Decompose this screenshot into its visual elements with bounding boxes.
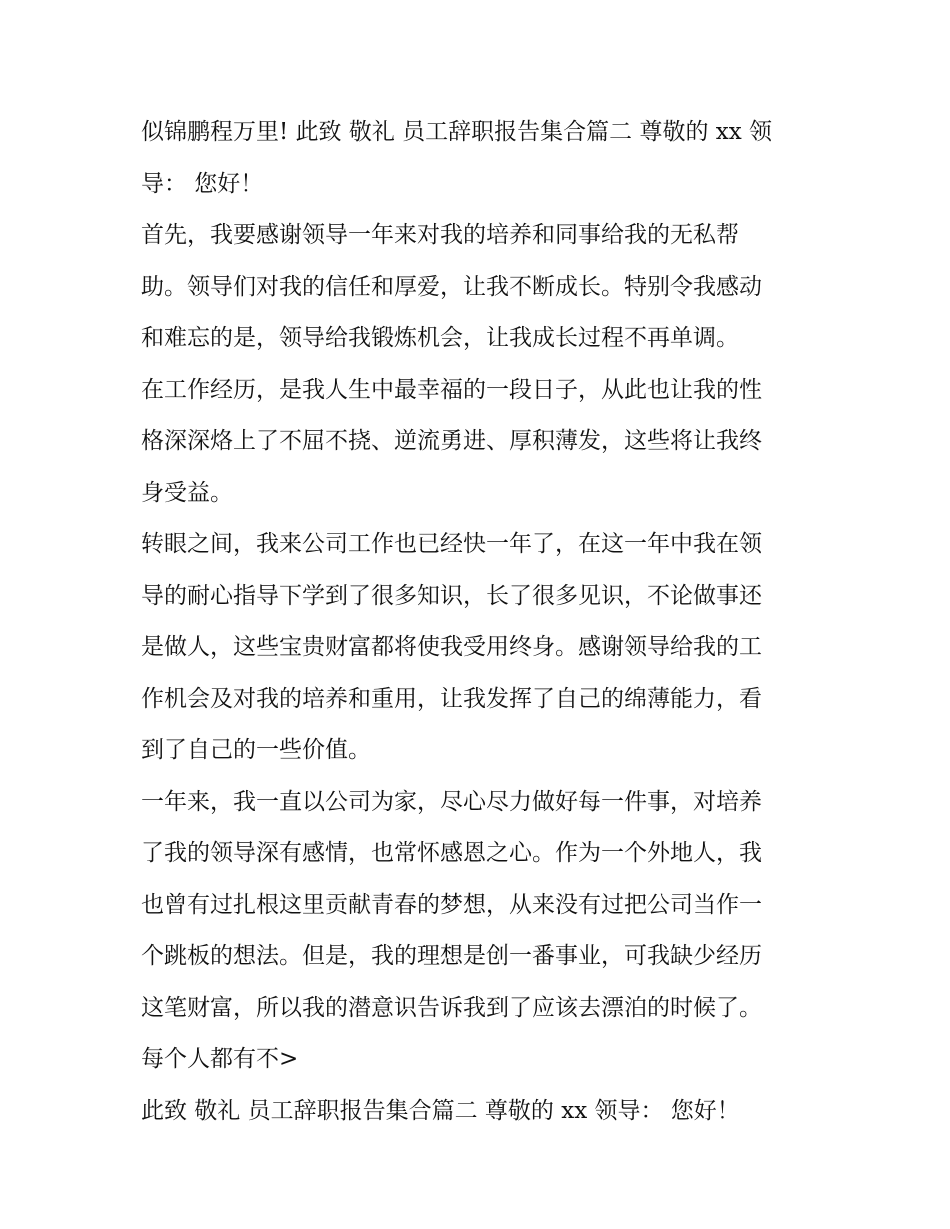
text-line: 首先，我要感谢领导一年来对我的培养和同事给我的无私帮 — [141, 222, 739, 248]
text-line: 也曾有过扎根这里贡献青春的梦想，从来没有过把公司当作一 — [141, 891, 762, 918]
text-line: 每个人都有不> — [141, 1046, 299, 1072]
text-line: 这笔财富，所以我的潜意识告诉我到了应该去漂泊的时候了。 — [141, 994, 762, 1021]
text-line: 转眼之间，我来公司工作也已经快一年了，在这一年中我在领 — [141, 531, 762, 557]
text-line: 在工作经历，是我人生中最幸福的一段日子，从此也让我的性 — [141, 376, 762, 403]
text-line: 此致 敬礼 员工辞职报告集合篇二 尊敬的 xx 领导： 您好！ — [141, 1097, 740, 1124]
text-line: 一年来，我一直以公司为家，尽心尽力做好每一件事，对培养 — [141, 788, 762, 815]
text-line: 导： 您好！ — [141, 170, 264, 197]
text-line: 助。领导们对我的信任和厚爱，让我不断成长。特别令我感动 — [141, 273, 762, 300]
text-line: 格深深烙上了不屈不挠、逆流勇进、厚积薄发，这些将让我终 — [141, 428, 762, 454]
text-line: 作机会及对我的培养和重用，让我发挥了自己的绵薄能力，看 — [141, 685, 762, 712]
document-body — [141, 107, 821, 1137]
text-line: 导的耐心指导下学到了很多知识，长了很多见识，不论做事还 — [141, 582, 762, 609]
text-line: 和难忘的是，领导给我锻炼机会，让我成长过程不再单调。 — [141, 325, 739, 351]
text-line: 是做人，这些宝贵财富都将使我受用终身。感谢领导给我的工 — [141, 634, 762, 660]
text-line: 个跳板的想法。但是，我的理想是创一番事业，可我缺少经历 — [141, 943, 762, 969]
text-line: 到了自己的一些价值。 — [141, 737, 371, 763]
text-line: 似锦鹏程万里! 此致 敬礼 员工辞职报告集合篇二 尊敬的 xx 领 — [141, 119, 773, 145]
text-line: 身受益。 — [141, 479, 233, 506]
text-line: 了我的领导深有感情，也常怀感恩之心。作为一个外地人，我 — [141, 840, 762, 866]
